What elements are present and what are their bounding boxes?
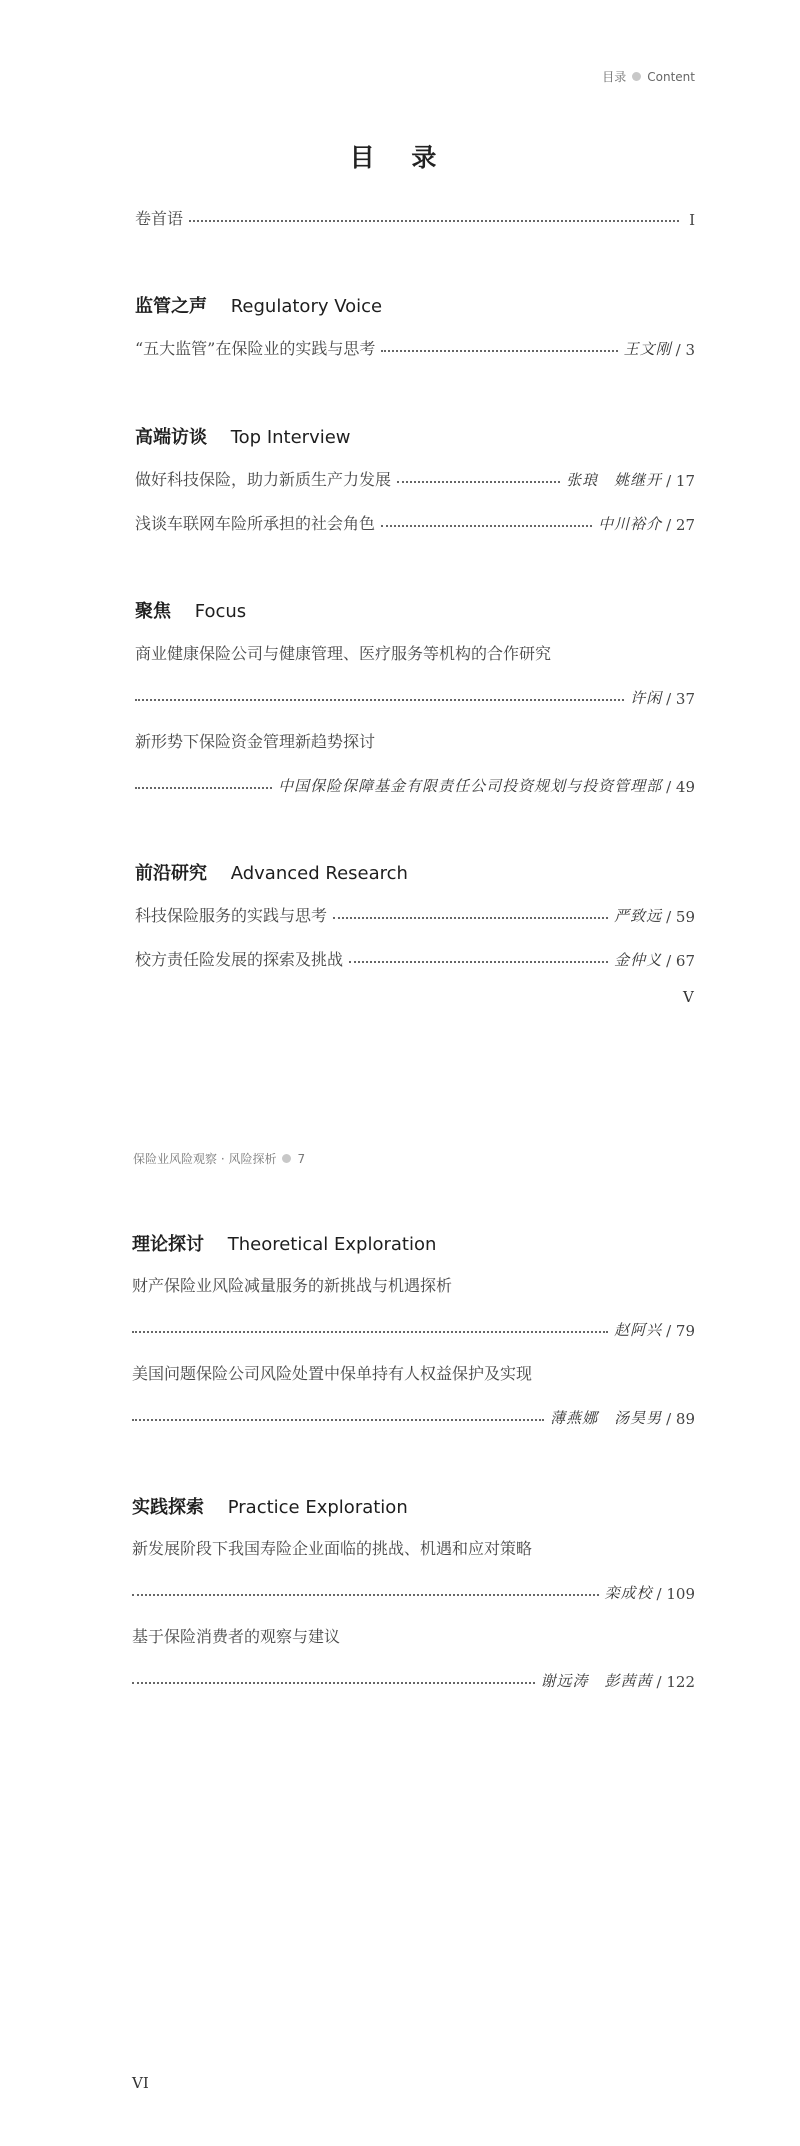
dot-leader bbox=[349, 961, 608, 963]
entry-author: 中川裕介 bbox=[598, 515, 663, 533]
entry-title: 财产保险业风险减量服务的新挑战与机遇探析 bbox=[132, 1276, 453, 1295]
dot-leader bbox=[135, 787, 272, 789]
toc-entry-leader-line[interactable] bbox=[135, 682, 695, 708]
dot-leader bbox=[381, 350, 617, 352]
toc-entry-leader-line[interactable] bbox=[132, 1314, 695, 1340]
section-title-zh: 理论探讨 bbox=[132, 1234, 204, 1255]
section-title-en: Practice Exploration bbox=[227, 1497, 408, 1518]
entry-page: / 109 bbox=[656, 1585, 695, 1603]
toc-entry[interactable] bbox=[135, 944, 695, 970]
header-journal: 保险业风险观察 · 风险探析 bbox=[133, 1152, 277, 1166]
section-title-en: Top Interview bbox=[230, 427, 351, 448]
section-title-en: Advanced Research bbox=[230, 863, 408, 884]
dot-leader bbox=[132, 1594, 599, 1596]
toc-entry-leader-line[interactable] bbox=[132, 1665, 695, 1691]
entry-author: 许闲 bbox=[630, 689, 663, 707]
toc-entry-title-line[interactable] bbox=[132, 1270, 695, 1296]
toc-entry-leader-line[interactable] bbox=[132, 1402, 695, 1428]
toc-entry-leader-line[interactable] bbox=[132, 1577, 695, 1603]
toc-entry[interactable] bbox=[135, 508, 695, 534]
section-title-en: Theoretical Exploration bbox=[227, 1234, 437, 1255]
section-title-zh: 高端访谈 bbox=[135, 427, 207, 448]
dot-leader bbox=[397, 481, 560, 483]
section-heading bbox=[132, 1493, 408, 1519]
entry-title: 卷首语 bbox=[135, 209, 184, 228]
entry-author: 中国保险保障基金有限责任公司投资规划与投资管理部 bbox=[278, 777, 663, 795]
entry-title: 新发展阶段下我国寿险企业面临的挑战、机遇和应对策略 bbox=[132, 1539, 533, 1558]
header-section-en: Content bbox=[647, 69, 695, 84]
entry-title: 校方责任险发展的探索及挑战 bbox=[135, 950, 344, 969]
toc-entry-title-line[interactable] bbox=[135, 726, 695, 752]
entry-title: “五大监管”在保险业的实践与思考 bbox=[135, 339, 376, 358]
entry-title: 新形势下保险资金管理新趋势探讨 bbox=[135, 732, 376, 751]
section-heading bbox=[135, 597, 246, 623]
toc-entry-title-line[interactable] bbox=[132, 1621, 695, 1647]
entry-title: 浅谈车联网车险所承担的社会角色 bbox=[135, 514, 376, 533]
dot-leader bbox=[132, 1419, 544, 1421]
dot-leader bbox=[333, 917, 608, 919]
toc-entry-title-line[interactable] bbox=[132, 1358, 695, 1384]
toc-entry-title-line[interactable] bbox=[132, 1533, 695, 1559]
header-page: 7 bbox=[297, 1151, 306, 1166]
section-title-zh: 前沿研究 bbox=[135, 863, 207, 884]
entry-page: I bbox=[689, 211, 695, 229]
section-title-zh: 聚焦 bbox=[135, 601, 171, 622]
toc-entry[interactable] bbox=[135, 333, 695, 359]
running-header bbox=[133, 1150, 305, 1167]
entry-author: 赵阿兴 bbox=[614, 1321, 663, 1339]
entry-page: / 89 bbox=[666, 1410, 695, 1428]
dot-leader bbox=[135, 699, 624, 701]
running-header bbox=[602, 68, 695, 85]
entry-page: / 3 bbox=[675, 341, 695, 359]
entry-title: 基于保险消费者的观察与建议 bbox=[132, 1627, 341, 1646]
section-title-en: Regulatory Voice bbox=[230, 296, 383, 317]
entry-page: / 59 bbox=[666, 908, 695, 926]
page-title: 目 录 bbox=[349, 143, 451, 172]
section-title-zh: 监管之声 bbox=[135, 296, 207, 317]
entry-title: 做好科技保险，助力新质生产力发展 bbox=[135, 470, 392, 489]
entry-page: / 67 bbox=[666, 952, 695, 970]
entry-page: / 79 bbox=[666, 1322, 695, 1340]
dot-leader bbox=[132, 1331, 608, 1333]
entry-title: 科技保险服务的实践与思考 bbox=[135, 906, 328, 925]
entry-author: 栾成校 bbox=[604, 1584, 653, 1602]
toc-entry[interactable] bbox=[135, 900, 695, 926]
bullet-dot-icon bbox=[632, 72, 641, 81]
entry-page: / 27 bbox=[666, 516, 695, 534]
bullet-dot-icon bbox=[282, 1154, 291, 1163]
section-heading bbox=[135, 292, 382, 318]
section-heading bbox=[135, 423, 351, 449]
page-number: V bbox=[683, 988, 694, 1006]
toc-entry[interactable] bbox=[135, 464, 695, 490]
entry-title: 美国问题保险公司风险处置中保单持有人权益保护及实现 bbox=[132, 1364, 533, 1383]
toc-entry-preface[interactable] bbox=[135, 203, 695, 229]
entry-author: 薄燕娜 汤昊男 bbox=[550, 1409, 663, 1427]
dot-leader bbox=[132, 1682, 535, 1684]
entry-author: 张琅 姚继开 bbox=[566, 471, 663, 489]
section-heading bbox=[135, 859, 408, 885]
toc-entry-leader-line[interactable] bbox=[135, 770, 695, 796]
entry-page: / 37 bbox=[666, 690, 695, 708]
dot-leader bbox=[189, 220, 679, 222]
entry-title: 商业健康保险公司与健康管理、医疗服务等机构的合作研究 bbox=[135, 644, 552, 663]
entry-page: / 17 bbox=[666, 472, 695, 490]
entry-author: 严致远 bbox=[614, 907, 663, 925]
section-title-en: Focus bbox=[194, 601, 247, 622]
dot-leader bbox=[381, 525, 592, 527]
entry-author: 王文刚 bbox=[623, 340, 672, 358]
header-section-zh: 目录 bbox=[602, 70, 627, 84]
section-title-zh: 实践探索 bbox=[132, 1497, 204, 1518]
section-heading bbox=[132, 1230, 436, 1256]
entry-page: / 49 bbox=[666, 778, 695, 796]
toc-entry-title-line[interactable] bbox=[135, 638, 695, 664]
entry-page: / 122 bbox=[656, 1673, 695, 1691]
entry-author: 金仲义 bbox=[614, 951, 663, 969]
page-number: VI bbox=[132, 2074, 149, 2092]
entry-author: 谢远涛 彭茜茜 bbox=[540, 1672, 653, 1690]
